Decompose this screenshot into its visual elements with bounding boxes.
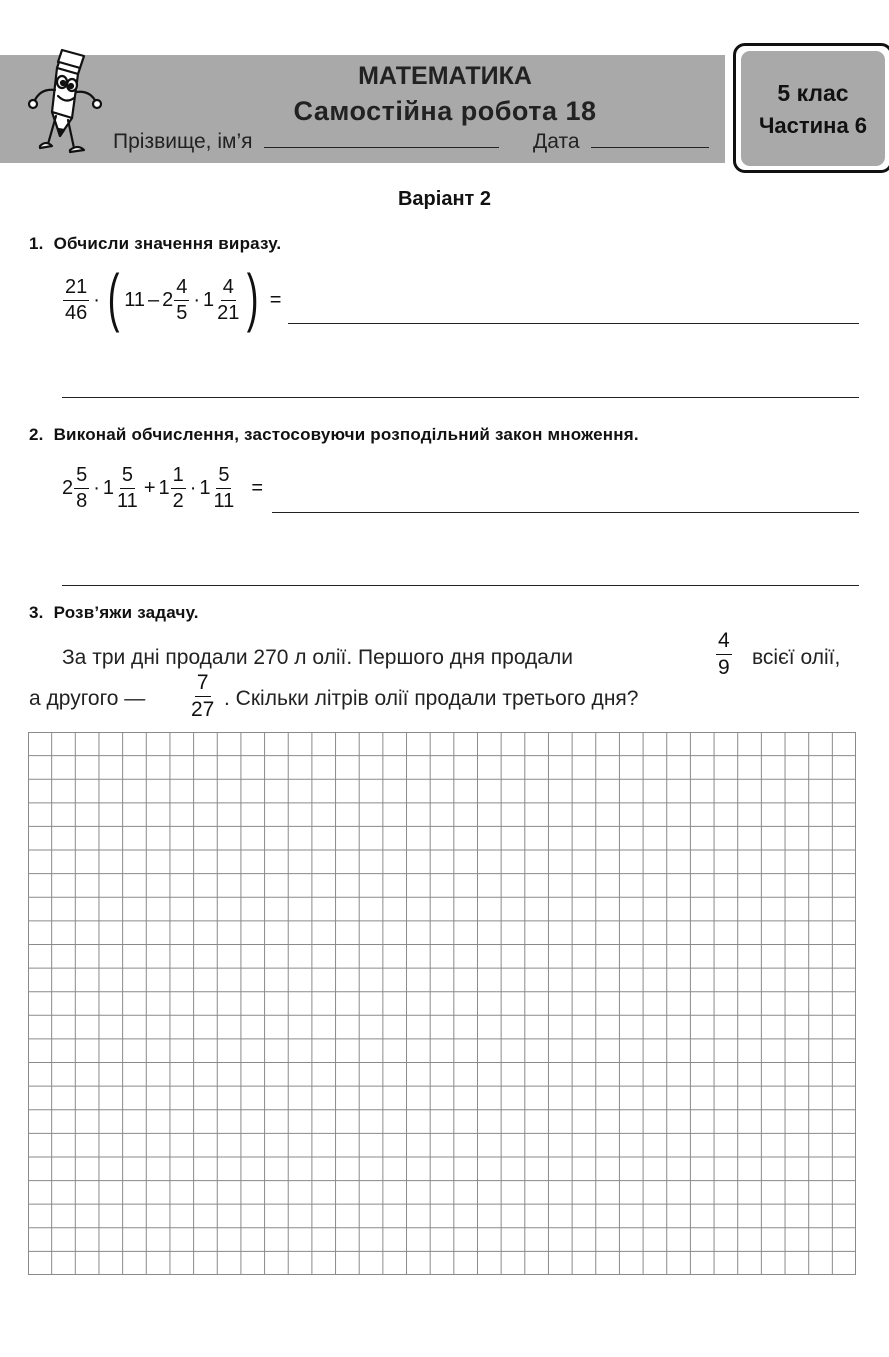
fraction: $\frac{5}{11}$ [213,463,235,512]
answer-line [62,397,859,398]
fraction: $\frac{5}{11}$ [117,463,138,512]
subject-title: МАТЕМАТИКА [358,62,532,90]
answer-line [288,323,859,324]
variant-title: Варіант 2 [397,188,492,210]
task-1-expression: $\frac{21}{46}$ · ( 11 – 2 $\frac{4}{5}$ · 1 $\frac{4}{21}$ ) = [65,261,282,333]
task-1-heading [29,234,281,254]
answer-grid[interactable] [28,732,856,1275]
task-instruction: Розв’яжи задачу. [53,603,199,622]
grade-label: 5 клас [777,80,849,106]
pencil-mascot-icon [22,44,112,160]
task-number: 3. [29,603,44,622]
fraction: $\frac{4}{21}$ [217,275,240,324]
problem-text-part2: всієї олії, [752,646,841,669]
fraction: $\frac{4}{5}$ [176,275,188,324]
fraction: $\frac{4}{9}$ [718,629,730,680]
fraction: $\frac{5}{8}$ [76,463,88,512]
date-blank-line [591,133,709,148]
name-blank-line [264,133,499,148]
work-title: Самостійна робота 18 [293,96,597,126]
task-3-heading [29,603,199,623]
left-paren: ( [107,261,120,333]
problem-text-part4: . Скільки літрів олії продали третього дня? [224,687,639,710]
task-2-heading [29,425,639,445]
fraction: $\frac{7}{27}$ [191,671,215,722]
task-instruction: Обчисли значення виразу. [53,234,282,253]
answer-line [62,585,859,586]
fraction: $\frac{1}{2}$ [172,463,184,512]
fraction: $\frac{21}{46}$ [65,275,88,324]
part-label: Частина 6 [758,113,868,138]
date-field [533,130,709,154]
problem-text-part1: За три дні продали 270 л олії. Першого дня продали [62,646,573,669]
task-2-expression: 2 $\frac{5}{8}$ · 1 $\frac{5}{11}$ + 1 $\frac{1}{2}$ · 1 $\frac{5}{11}$ = [62,463,263,512]
answer-line [272,512,859,513]
task-instruction: Виконай обчислення, застосовуючи розподільний закон множення. [53,425,639,444]
name-field [113,130,499,154]
date-label: Дата [533,130,580,153]
problem-text-part3: а другого — [29,687,146,710]
grade-badge-fill [741,51,885,166]
right-paren: ) [247,261,259,333]
task-number: 2. [29,425,44,444]
name-label: Прізвище, ім’я [113,130,253,153]
task-number: 1. [29,234,44,253]
